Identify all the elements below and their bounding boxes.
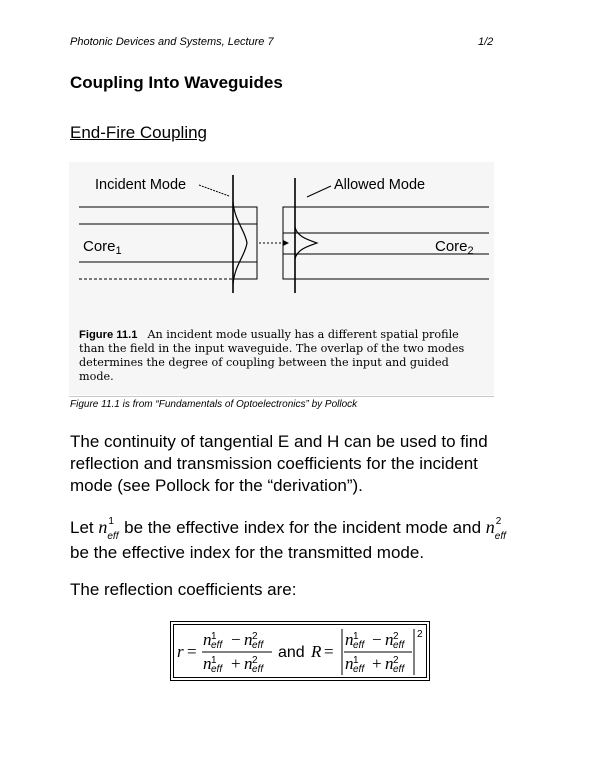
page-number: 1/2 — [478, 36, 494, 48]
paragraph-continuity: The continuity of tangential E and H can be used to find reflection and transmission coefficients for the incident mode (see Pollock for the “derivation”). — [70, 432, 488, 495]
figure-divider — [69, 396, 494, 397]
svg-text:eff: eff — [252, 664, 264, 675]
svg-text:n: n — [203, 630, 212, 649]
r-denominator — [203, 654, 264, 675]
transmitted-mode-text: be the effective index for the transmitted mode. — [70, 543, 425, 562]
incident-leader — [199, 185, 229, 196]
R-numerator — [345, 630, 405, 651]
R-exponent: 2 — [417, 629, 423, 640]
svg-text:−: − — [372, 630, 382, 649]
figure-caption-line-2: than the field in the input waveguide. The overlap of the two modes — [79, 342, 465, 355]
svg-text:eff: eff — [211, 664, 223, 675]
figure-credit: Figure 11.1 is from “Fundamentals of Optoelectronics” by Pollock — [70, 399, 358, 410]
r-numerator — [203, 630, 264, 651]
R-symbol: R — [311, 642, 322, 661]
svg-text:n: n — [203, 654, 212, 673]
incident-mode-text: be the effective index for the incident mode and — [124, 518, 482, 537]
svg-text:n: n — [385, 630, 394, 649]
svg-text:2: 2 — [252, 631, 258, 642]
core1-label: Core$_1$ — [83, 238, 122, 257]
n2-eff-symbol: n 2 eff — [485, 516, 506, 542]
svg-text:n: n — [244, 654, 253, 673]
paragraph-effective-index — [70, 515, 540, 565]
allowed-leader — [307, 186, 331, 197]
R-denominator — [345, 654, 405, 675]
page-title: Coupling Into Waveguides — [70, 73, 283, 92]
svg-text:eff: eff — [393, 640, 405, 651]
and-text: and — [278, 644, 305, 661]
svg-text:1: 1 — [353, 631, 359, 642]
svg-text:1: 1 — [211, 655, 217, 666]
svg-text:1: 1 — [353, 655, 359, 666]
svg-text:n: n — [244, 630, 253, 649]
svg-text:n: n — [385, 654, 394, 673]
incident-mode-profile — [233, 202, 247, 284]
paragraph-reflection: The reflection coefficients are: — [70, 580, 297, 599]
figure-caption-line-4: mode. — [79, 370, 114, 383]
svg-text:+: + — [231, 654, 241, 673]
svg-text:+: + — [372, 654, 382, 673]
incident-mode-label: Incident Mode — [95, 177, 187, 193]
reflection-formula — [174, 625, 426, 677]
let-text: Let — [70, 518, 94, 537]
reflection-formula-box — [170, 621, 430, 681]
R-equals: = — [324, 642, 334, 661]
svg-text:n: n — [345, 630, 354, 649]
svg-text:eff: eff — [353, 664, 365, 675]
figure-caption-line-3: determines the degree of coupling between the input and guided — [79, 356, 449, 369]
coupling-arrowhead — [283, 240, 289, 246]
svg-text:−: − — [231, 630, 241, 649]
svg-text:eff: eff — [353, 640, 365, 651]
svg-text:eff: eff — [393, 664, 405, 675]
svg-text:1: 1 — [211, 631, 217, 642]
svg-text:2: 2 — [393, 655, 399, 666]
page-header-title: Photonic Devices and Systems, Lecture 7 — [70, 36, 274, 48]
svg-text:n: n — [345, 654, 354, 673]
svg-text:eff: eff — [252, 640, 264, 651]
svg-text:2: 2 — [393, 631, 399, 642]
waveguide-diagram — [69, 162, 494, 395]
allowed-mode-label: Allowed Mode — [334, 177, 426, 193]
n1-eff-symbol: n 1 eff — [98, 516, 119, 542]
section-heading: End-Fire Coupling — [70, 123, 208, 142]
figure-11-1 — [69, 162, 494, 395]
svg-text:eff: eff — [211, 640, 223, 651]
svg-text:2: 2 — [252, 655, 258, 666]
figure-caption-line-1: Figure 11.1 An incident mode usually has a different spatial profile — [79, 328, 459, 341]
r-equals: = — [187, 642, 197, 661]
core2-label: Core$_2$ — [435, 238, 474, 257]
r-symbol: r — [177, 642, 184, 661]
